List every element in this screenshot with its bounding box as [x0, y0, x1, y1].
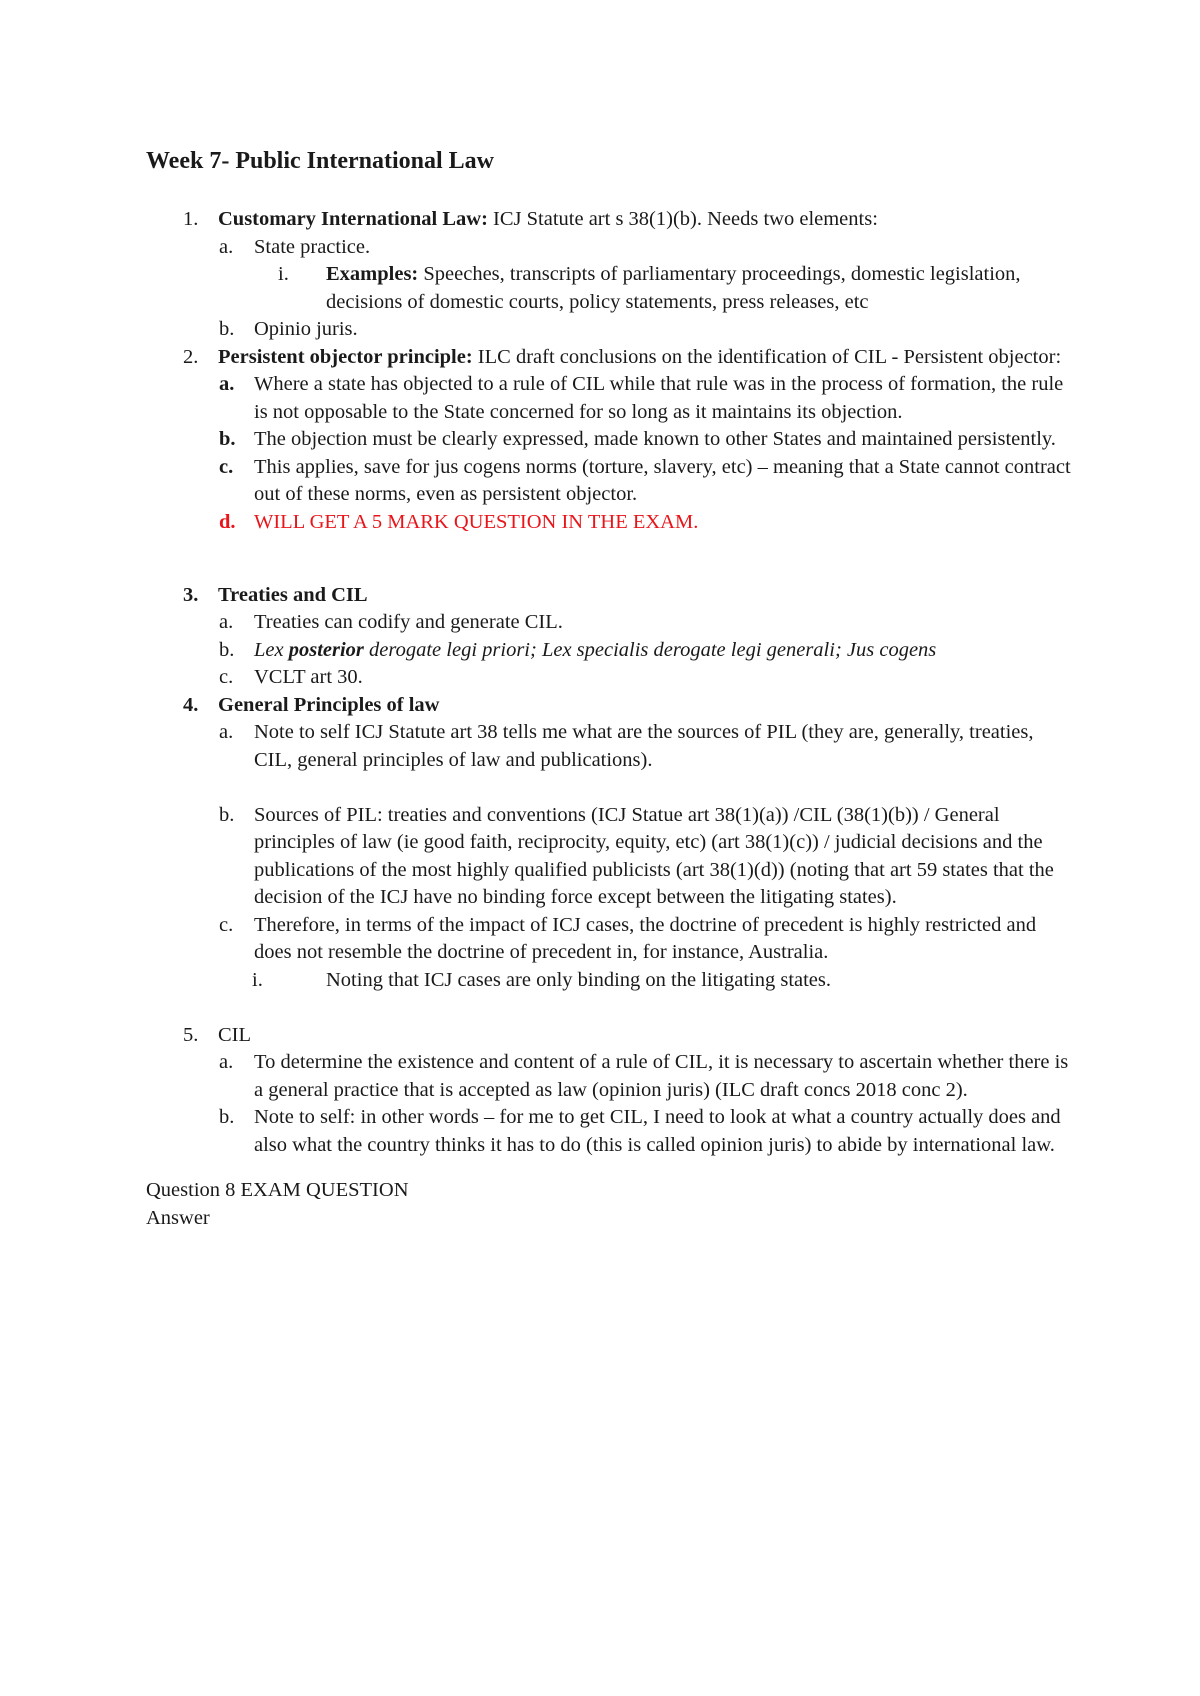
list-letter: b. [219, 638, 235, 661]
answer-line: Answer [146, 1206, 210, 1229]
list-item-1a [146, 234, 1071, 262]
list-item-2a [146, 371, 1071, 426]
exam-question-line: Question 8 EXAM QUESTION [146, 1179, 409, 1201]
spacer [146, 1159, 1071, 1177]
list-letter: c. [219, 666, 234, 688]
list-number: 1. [183, 208, 199, 230]
item-heading: Examples: [326, 263, 419, 285]
spacer [146, 994, 1071, 1022]
list-letter: a. [219, 235, 234, 258]
item-heading: Persistent objector principle: [218, 345, 473, 368]
item-heading: Treaties and CIL [218, 583, 368, 606]
list-item-4 [146, 692, 1071, 720]
list-roman: i. [278, 263, 289, 285]
item-heading: CIL [218, 1023, 252, 1046]
item-text: Sources of PIL: treaties and conventions (ICJ Statue art 38(1)(a)) /CIL (38(1)(b)) / General principles of law (ie good faith, reciprocity, equity, etc) (art 38(1)(c)) / judicial decisions and the publications of the most highly qualified publicists (art 38(1)(d)) (noting that art 59 states that the decision of the ICJ have no binding force except between the litigating states). [254, 803, 1054, 908]
list-number: 2. [183, 345, 199, 368]
item-text: To determine the existence and content of a rule of CIL, it is necessary to ascertain whether there is a general practice that is accepted as law (opinion juris) (ILC draft concs 2018 conc 2). [254, 1051, 1069, 1101]
list-item-4c-i [146, 967, 1071, 995]
list-item-5a [146, 1049, 1071, 1104]
list-letter: a. [219, 611, 234, 633]
item-text: derogate legi priori; Lex specialis derogate legi generali; Jus cogens [363, 638, 937, 661]
list-letter: b. [219, 803, 235, 826]
list-item-5b [146, 1104, 1071, 1159]
list-letter: a. [219, 1051, 234, 1073]
list-item-1 [146, 206, 1071, 234]
list-letter: b. [219, 1106, 235, 1128]
item-text: Opinio juris. [254, 318, 358, 340]
item-text: ICJ Statute art s 38(1)(b). Needs two elements: [487, 208, 878, 230]
list-letter: c. [219, 455, 234, 478]
list-item-4c [146, 912, 1071, 967]
item-text: Note to self ICJ Statute art 38 tells me what are the sources of PIL (they are, generally, treaties, CIL, general principles of law and publications). [254, 721, 1034, 771]
item-text: Noting that ICJ cases are only binding on the litigating states. [326, 968, 832, 991]
list-letter: c. [219, 913, 234, 936]
list-item-2 [146, 344, 1071, 372]
list-number: 5. [183, 1023, 199, 1046]
list-letter: d. [219, 510, 236, 533]
item-text: This applies, save for jus cogens norms (torture, slavery, etc) – meaning that a State cannot contract out of these norms, even as persistent objector. [254, 455, 1071, 505]
spacer [146, 774, 1071, 802]
spacer [146, 564, 1071, 582]
list-item-1a-i [146, 261, 1071, 316]
list-item-3b [146, 637, 1071, 665]
item-text: Note to self: in other words – for me to get CIL, I need to look at what a country actually does and also what the country thinks it has to do (this is called opinion juris) to abide by international law. [254, 1106, 1061, 1156]
list-letter: b. [219, 318, 235, 340]
list-number: 3. [183, 583, 199, 606]
list-number: 4. [183, 693, 199, 716]
document-body [146, 206, 1071, 1232]
item-text: Lex [254, 638, 289, 661]
list-letter: a. [219, 721, 234, 743]
list-item-2b [146, 426, 1071, 454]
list-roman: i. [252, 968, 263, 991]
spacer [146, 536, 1071, 564]
item-text: ILC draft conclusions on the identification of CIL - Persistent objector: [472, 345, 1062, 368]
item-text: State practice. [254, 235, 371, 258]
item-text: Speeches, transcripts of parliamentary proceedings, domestic legislation, decisions of domestic courts, policy statements, press releases, etc [326, 263, 1021, 313]
item-text: Treaties can codify and generate CIL. [254, 611, 563, 633]
list-item-5 [146, 1022, 1071, 1050]
list-item-4a [146, 719, 1071, 774]
item-text: WILL GET A 5 MARK QUESTION IN THE EXAM. [254, 510, 699, 533]
document-title: Week 7- Public International Law [146, 148, 495, 174]
item-text: The objection must be clearly expressed, made known to other States and maintained persistently. [254, 428, 1056, 450]
list-item-2d-exam-note [146, 509, 1071, 537]
list-item-3a [146, 609, 1071, 637]
item-text: VCLT art 30. [254, 666, 363, 688]
list-item-1b [146, 316, 1071, 344]
list-item-3 [146, 582, 1071, 610]
item-text: Therefore, in terms of the impact of ICJ cases, the doctrine of precedent is highly restricted and does not resemble the doctrine of precedent in, for instance, Australia. [254, 913, 1037, 963]
list-item-2c [146, 454, 1071, 509]
list-item-4b [146, 802, 1071, 912]
item-text: Where a state has objected to a rule of CIL while that rule was in the process of formation, the rule is not opposable to the State concerned for so long as it maintains its objection. [254, 373, 1064, 423]
item-heading: General Principles of law [218, 693, 440, 716]
item-text-bold: posterior [288, 638, 364, 661]
list-letter: b. [219, 428, 236, 450]
item-heading: Customary International Law: [218, 208, 488, 230]
list-letter: a. [219, 373, 235, 395]
list-item-3c [146, 664, 1071, 692]
